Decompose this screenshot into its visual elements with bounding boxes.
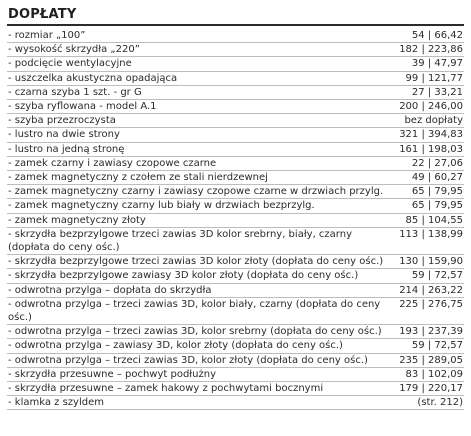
item-label: - szyba ryflowana - model A.1 — [8, 101, 157, 113]
item-label: - odwrotna przylga – trzeci zawias 3D, kolor biały, czarny (dopłata do ceny ośc.) — [8, 298, 381, 324]
list-item — [7, 100, 464, 114]
list-item — [7, 284, 464, 298]
item-price: 321 | 394,83 — [399, 129, 463, 141]
item-price: 179 | 220,17 — [399, 383, 463, 395]
item-price: 54 | 66,42 — [411, 30, 463, 41]
item-price: 39 | 47,97 — [411, 58, 463, 70]
item-price: 65 | 79,95 — [411, 200, 463, 212]
list-item — [7, 199, 464, 213]
list-item — [7, 171, 464, 185]
item-price: 22 | 27,06 — [411, 157, 463, 169]
list-item — [7, 298, 464, 325]
item-label: - skrzydła przesuwne – zamek hakowy z pochwytami bocznymi — [8, 383, 324, 395]
list-item — [7, 29, 464, 43]
item-price: 200 | 246,00 — [399, 101, 463, 113]
item-price: 182 | 223,86 — [399, 44, 463, 56]
list-item — [7, 255, 464, 269]
item-label: - uszczelka akustyczna opadająca — [8, 72, 178, 84]
list-item — [7, 368, 464, 382]
list-item — [7, 185, 464, 199]
list-item — [7, 72, 464, 86]
list-item — [7, 86, 464, 100]
list-item — [7, 43, 464, 57]
item-label: - odwrotna przylga – trzeci zawias 3D, kolor złoty (dopłata do ceny ośc.) — [8, 354, 368, 366]
item-price: 27 | 33,21 — [411, 86, 463, 98]
item-label: - zamek czarny i zawiasy czopowe czarne — [8, 157, 217, 169]
item-label: - zamek magnetyczny z czołem ze stali nierdzewnej — [8, 172, 268, 184]
item-label: - zamek magnetyczny złoty — [8, 214, 146, 226]
item-label: - rozmiar „100” — [8, 30, 86, 41]
list-item — [7, 382, 464, 396]
list-item — [7, 228, 464, 255]
list-item — [7, 269, 464, 283]
list-item — [7, 157, 464, 171]
item-label: - skrzydła przesuwne – pochwyt podłużny — [8, 368, 216, 380]
section-title: DOPŁATY — [8, 7, 77, 22]
item-label: - skrzydła bezprzylgowe trzeci zawias 3D kolor złoty (dopłata do ceny ośc.) — [8, 256, 384, 268]
item-price: 85 | 104,55 — [405, 214, 463, 226]
item-label: - czarna szyba 1 szt. - gr G — [8, 86, 142, 98]
item-price: 214 | 263,22 — [399, 284, 463, 296]
item-label: - lustro na jedną stronę — [8, 143, 125, 155]
title-rule — [7, 24, 464, 26]
item-price: bez dopłaty — [404, 115, 463, 127]
item-price: 235 | 289,05 — [399, 354, 463, 366]
item-price: 65 | 79,95 — [411, 186, 463, 198]
item-price: 161 | 198,03 — [399, 143, 463, 155]
item-label: - klamka z szyldem — [8, 397, 104, 409]
item-price: 59 | 72,57 — [411, 270, 463, 282]
item-price: 113 | 138,99 — [399, 228, 463, 240]
item-label: - wysokość skrzydła „220” — [8, 44, 140, 56]
list-item — [7, 143, 464, 157]
item-price: 83 | 102,09 — [405, 368, 463, 380]
list-item — [7, 57, 464, 71]
item-price: 49 | 60,27 — [411, 172, 463, 184]
list-item — [7, 128, 464, 142]
list-item — [7, 339, 464, 353]
surcharge-list — [7, 29, 464, 410]
item-price: (str. 212) — [417, 397, 463, 409]
list-item — [7, 114, 464, 128]
item-label: - lustro na dwie strony — [8, 129, 120, 141]
item-label: - odwrotna przylga – dopłata do skrzydła — [8, 284, 212, 296]
list-item — [7, 325, 464, 339]
item-label: - skrzydła bezprzylgowe trzeci zawias 3D kolor srebrny, biały, czarny (dopłata do ceny ośc.) — [8, 228, 352, 254]
list-item — [7, 354, 464, 368]
item-label: - odwrotna przylga – zawiasy 3D, kolor złoty (dopłata do ceny ośc.) — [8, 340, 343, 352]
item-price: 59 | 72,57 — [411, 340, 463, 352]
item-label: - podcięcie wentylacyjne — [8, 58, 132, 70]
list-item — [7, 396, 464, 410]
item-label: - zamek magnetyczny czarny i zawiasy czopowe czarne w drzwiach przylg. — [8, 186, 384, 198]
item-price: 193 | 237,39 — [399, 326, 463, 338]
item-label: - skrzydła bezprzylgowe zawiasy 3D kolor złoty (dopłata do ceny ośc.) — [8, 270, 359, 282]
item-price: 99 | 121,77 — [405, 72, 463, 84]
item-price: 225 | 276,75 — [399, 298, 463, 310]
item-label: - szyba przezroczysta — [8, 115, 116, 127]
list-item — [7, 214, 464, 228]
item-price: 130 | 159,90 — [399, 256, 463, 268]
item-label: - odwrotna przylga – trzeci zawias 3D, kolor srebrny (dopłata do ceny ośc.) — [8, 326, 382, 338]
item-label: - zamek magnetyczny czarny lub biały w drzwiach bezprzylg. — [8, 200, 315, 212]
